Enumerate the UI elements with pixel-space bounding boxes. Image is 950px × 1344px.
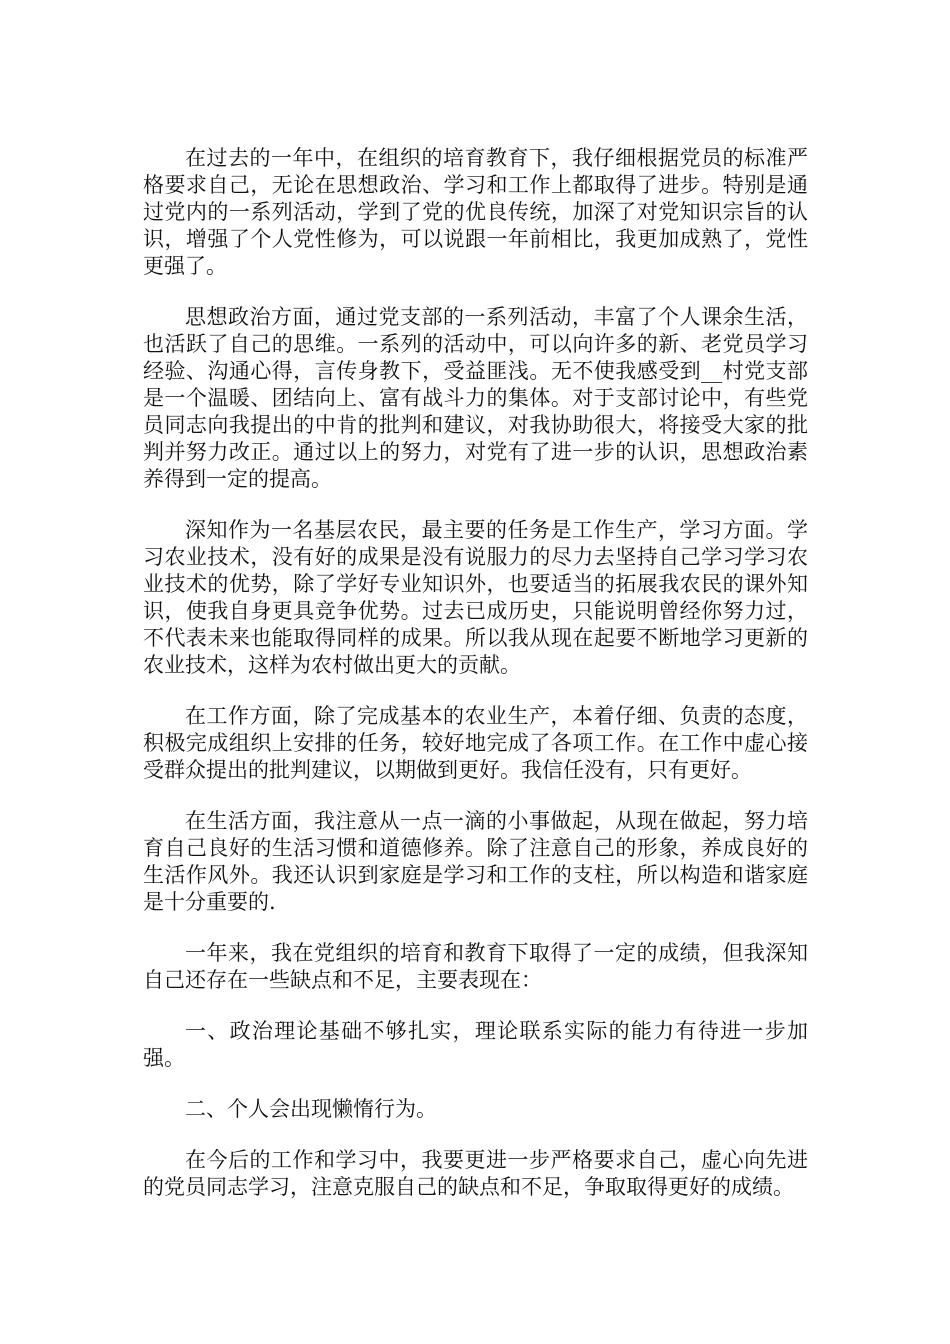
- paragraph-shortcoming-2: 二、个人会出现懒惰行为。: [185, 1097, 437, 1121]
- paragraph-shortcoming-1: 一、政治理论基础不够扎实，理论联系实际的能力有待进一步加强。: [143, 1019, 808, 1070]
- paragraph-conclusion: 在今后的工作和学习中，我要更进一步严格要求自己，虚心向先进的党员同志学习，注意克服自己的缺点和不足，争取取得更好的成绩。: [143, 1148, 808, 1199]
- paragraph-intro: 在过去的一年中，在组织的培育教育下，我仔细根据党员的标准严格要求自己，无论在思想政治、学习和工作上都取得了进步。特别是通过党内的一系列活动，学到了党的优良传统，加深了对党知识宗旨的认识，增强了个人党性修为，可以说跟一年前相比，我更加成熟了，党性更强了。: [143, 146, 808, 278]
- paragraph-life: 在生活方面，我注意从一点一滴的小事做起，从现在做起，努力培育自己良好的生活习惯和道德修养。除了注意自己的形象，养成良好的生活作风外。我还认识到家庭是学习和工作的支柱，所以构造和谐家庭是十分重要的.: [143, 809, 808, 914]
- paragraph-work: 在工作方面，除了完成基本的农业生产，本着仔细、负责的态度，积极完成组织上安排的任务，较好地完成了各项工作。在工作中虚心接受群众提出的批判建议，以期做到更好。我信任没有，只有更好。: [143, 704, 808, 782]
- document-body: [143, 145, 808, 1225]
- paragraph-summary: 一年来，我在党组织的培育和教育下取得了一定的成绩，但我深知自己还存在一些缺点和不足，主要表现在：: [143, 941, 808, 992]
- paragraph-study: 深知作为一名基层农民，最主要的任务是工作生产，学习方面。学习农业技术，没有好的成果是没有说服力的尽力去坚持自己学习学习农业技术的优势，除了学好专业知识外，也要适当的拓展我农民的课外知识，使我自身更具竞争优势。过去已成历史，只能说明曾经你努力过，不代表未来也能取得同样的成果。所以我从现在起要不断地学习更新的农业技术，这样为农村做出更大的贡献。: [143, 518, 808, 677]
- paragraph-political: 思想政治方面，通过党支部的一系列活动，丰富了个人课余生活，也活跃了自己的思维。一系列的活动中，可以向许多的新、老党员学习经验、沟通心得，言传身教下，受益匪浅。无不使我感受到__村党支部是一个温暖、团结向上、富有战斗力的集体。对于支部讨论中，有些党员同志向我提出的中肯的批判和建议，对我协助很大，将接受大家的批判并努力改正。通过以上的努力，对党有了进一步的认识，思想政治素养得到一定的提高。: [143, 305, 808, 491]
